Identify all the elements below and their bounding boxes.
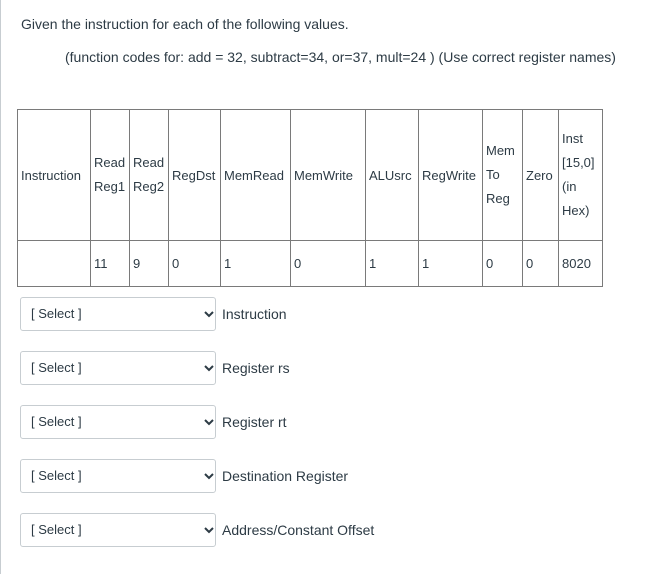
address-offset-select[interactable] bbox=[20, 513, 216, 547]
function-codes-note: (function codes for: add = 32, subtract=34, or=37, mult=24 ) (Use correct register names) bbox=[65, 49, 616, 65]
select-label: Register rs bbox=[222, 360, 290, 376]
select-row-register-rt bbox=[20, 405, 620, 441]
select-row-address-offset bbox=[20, 513, 620, 549]
value-memread: 1 bbox=[221, 241, 291, 287]
left-divider bbox=[0, 0, 1, 574]
value-read-reg2: 9 bbox=[130, 241, 169, 287]
header-memtoreg: Mem To Reg bbox=[483, 110, 523, 241]
header-inst: Inst [15,0] (in Hex) bbox=[559, 110, 603, 241]
value-regdst: 0 bbox=[169, 241, 221, 287]
select-label: Register rt bbox=[222, 414, 287, 430]
select-value: [ Select ] bbox=[31, 306, 82, 321]
select-value: [ Select ] bbox=[31, 360, 82, 375]
chevron-down-icon bbox=[203, 308, 215, 320]
select-row-instruction bbox=[20, 297, 620, 333]
select-row-destination-register bbox=[20, 459, 620, 495]
select-label: Destination Register bbox=[222, 468, 349, 484]
value-memtoreg: 0 bbox=[483, 241, 523, 287]
header-read-reg2: Read Reg2 bbox=[130, 110, 169, 241]
header-regdst: RegDst bbox=[169, 110, 221, 241]
header-alusrc: ALUsrc bbox=[366, 110, 419, 241]
destination-register-select[interactable] bbox=[20, 459, 216, 493]
chevron-down-icon bbox=[203, 470, 215, 482]
value-regwrite: 1 bbox=[419, 241, 483, 287]
value-memwrite: 0 bbox=[291, 241, 366, 287]
header-zero: Zero bbox=[523, 110, 559, 241]
header-memread: MemRead bbox=[221, 110, 291, 241]
register-rs-select[interactable] bbox=[20, 351, 216, 385]
select-value: [ Select ] bbox=[31, 468, 82, 483]
table-header-row bbox=[18, 110, 603, 241]
value-zero: 0 bbox=[523, 241, 559, 287]
value-alusrc: 1 bbox=[366, 241, 419, 287]
register-rt-select[interactable] bbox=[20, 405, 216, 439]
question-text: Given the instruction for each of the following values. bbox=[21, 16, 349, 32]
select-row-register-rs bbox=[20, 351, 620, 387]
header-regwrite: RegWrite bbox=[419, 110, 483, 241]
select-value: [ Select ] bbox=[31, 522, 82, 537]
chevron-down-icon bbox=[203, 362, 215, 374]
select-label: Address/Constant Offset bbox=[222, 522, 375, 538]
control-signals-table bbox=[17, 109, 603, 287]
select-label: Instruction bbox=[222, 306, 287, 322]
value-inst: 8020 bbox=[559, 241, 603, 287]
table-values-row bbox=[18, 241, 603, 287]
header-instruction: Instruction bbox=[18, 110, 91, 241]
chevron-down-icon bbox=[203, 524, 215, 536]
header-memwrite: MemWrite bbox=[291, 110, 366, 241]
value-instruction bbox=[18, 241, 91, 287]
chevron-down-icon bbox=[203, 416, 215, 428]
instruction-select[interactable] bbox=[20, 297, 216, 331]
header-read-reg1: Read Reg1 bbox=[91, 110, 130, 241]
select-value: [ Select ] bbox=[31, 414, 82, 429]
value-read-reg1: 11 bbox=[91, 241, 130, 287]
